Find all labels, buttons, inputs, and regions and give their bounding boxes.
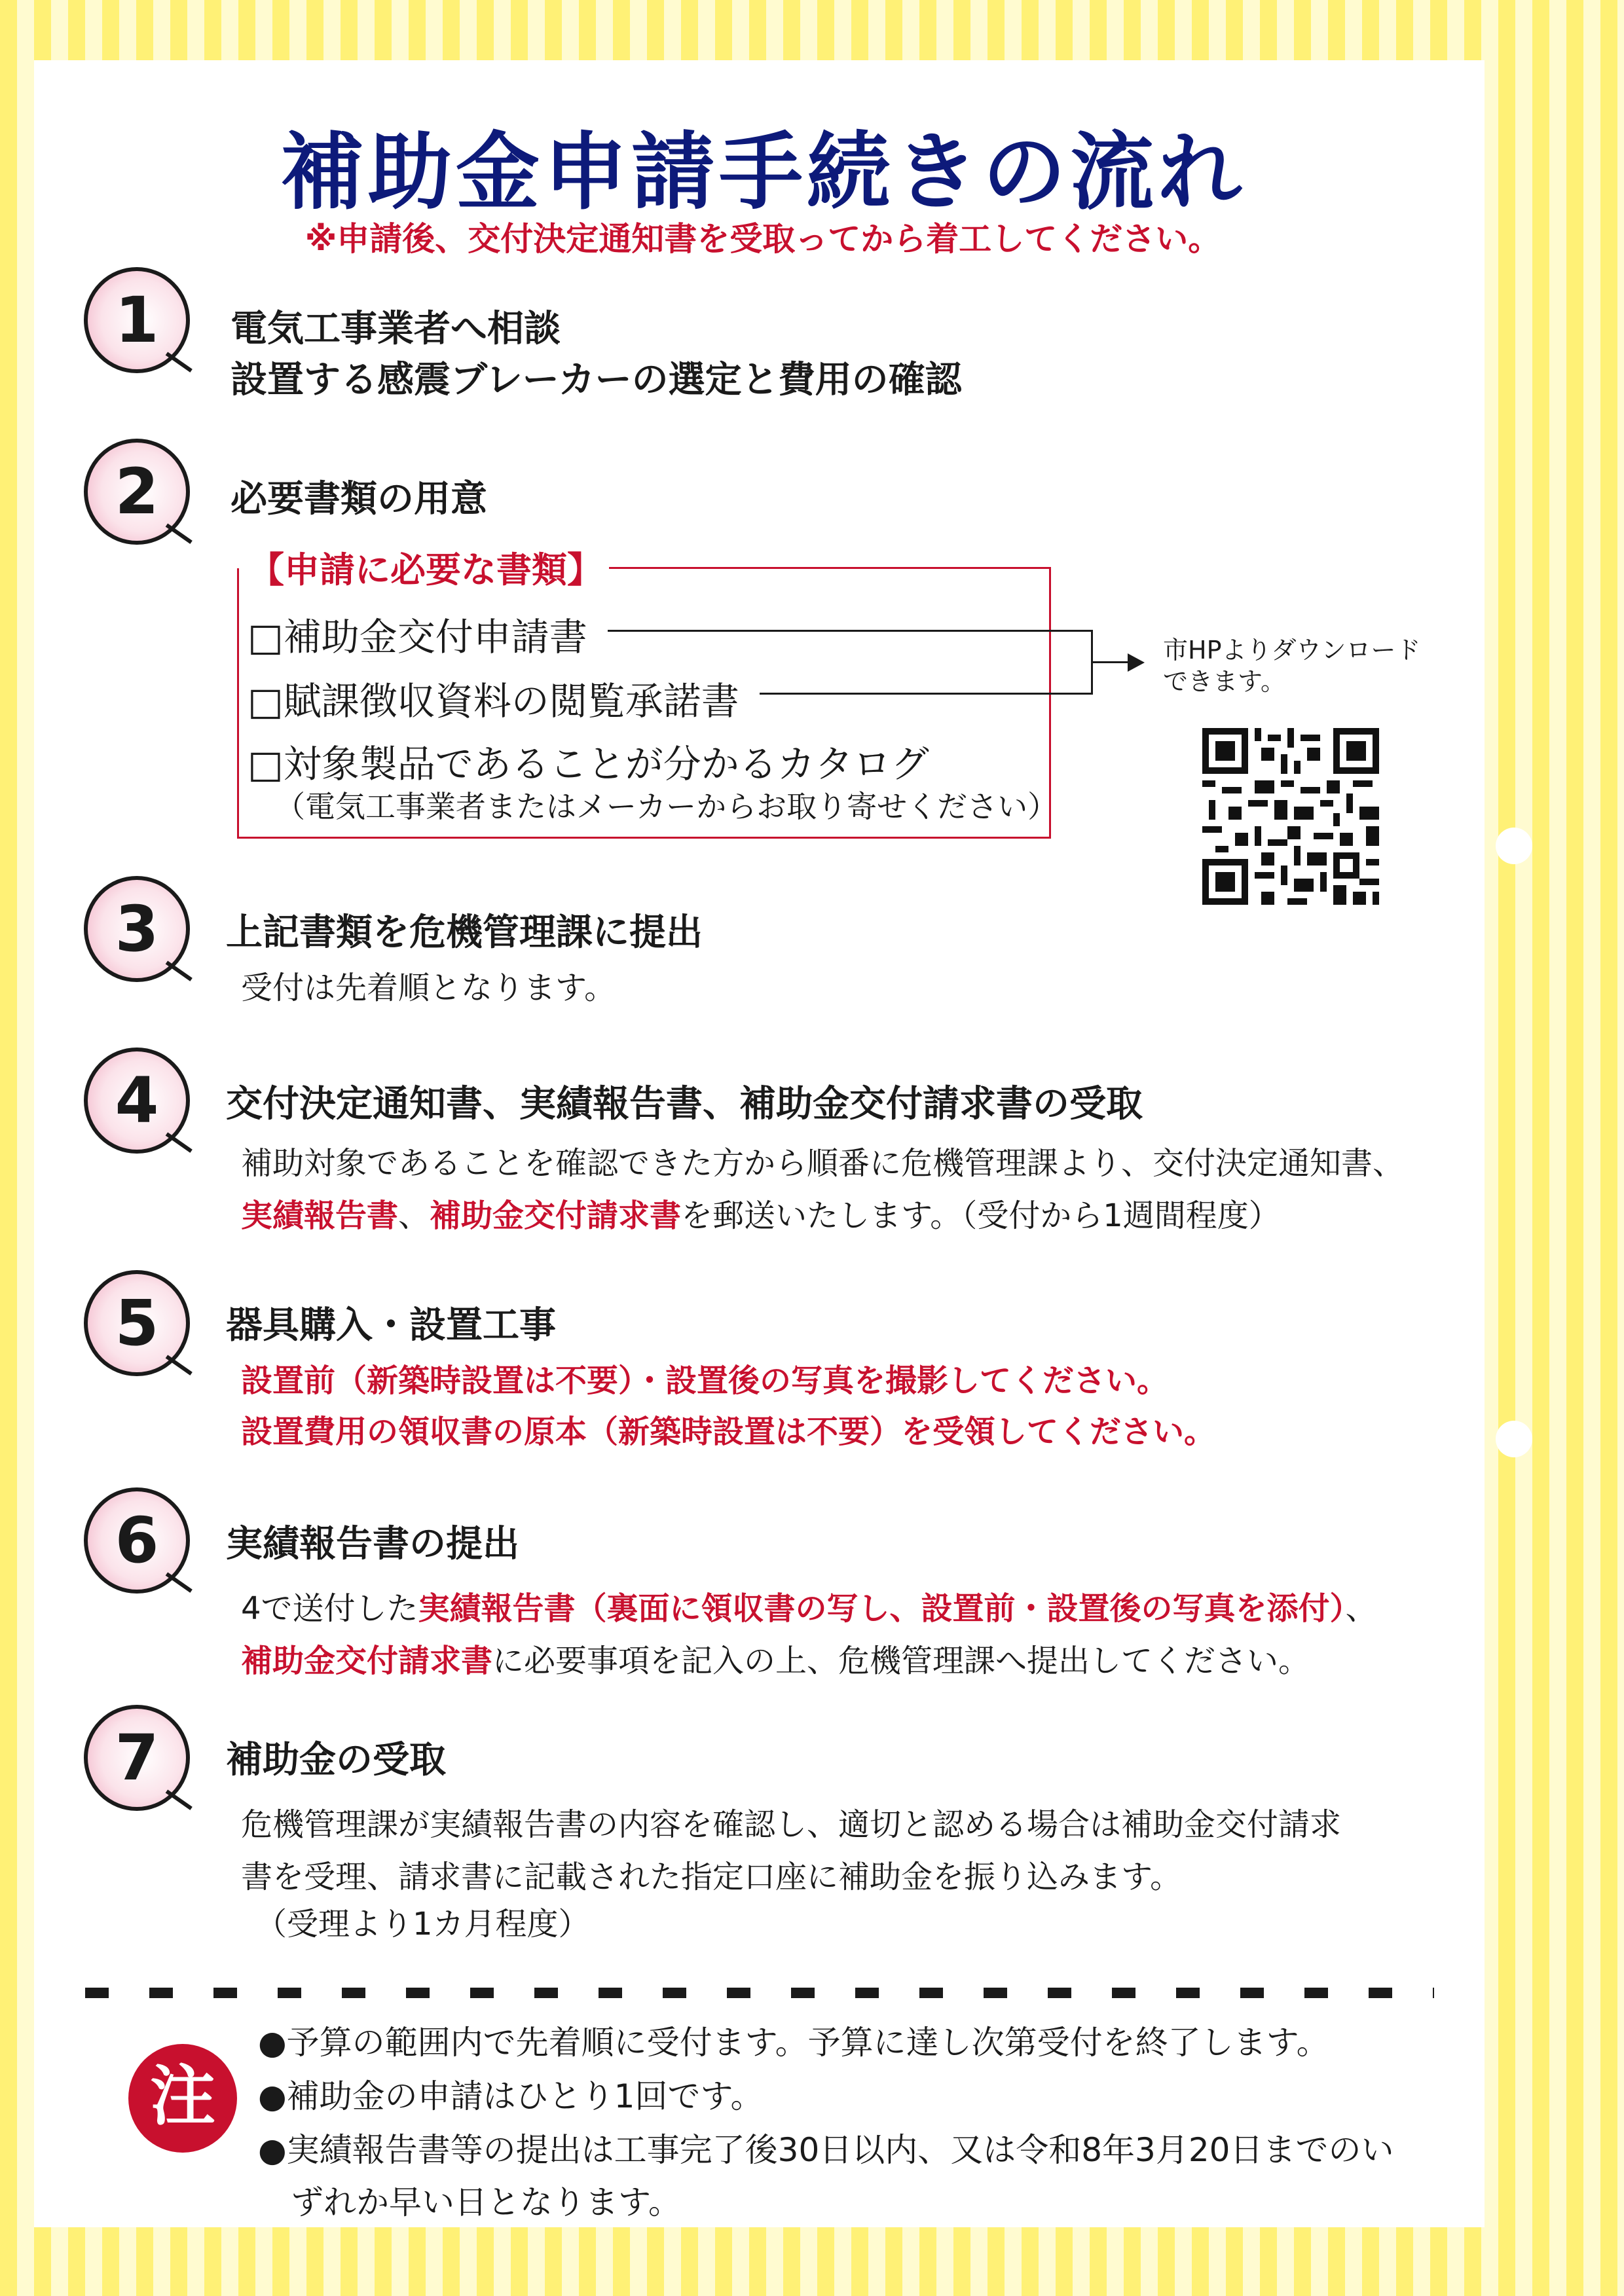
step-number: 4 <box>115 1064 159 1137</box>
step-4-line-1: 補助対象であることを確認できた方から順番に危機管理課より、交付決定通知書、 <box>241 1145 1405 1182</box>
step-1-heading: 電気工事業者へ相談 <box>231 308 561 350</box>
connector-line <box>760 693 1092 695</box>
catalog-note: （電気工事業者またはメーカーからお取り寄せください） <box>275 789 1058 824</box>
plain-text: に必要事項を記入の上、危機管理課へ提出してください。 <box>492 1643 1310 1679</box>
plain-text: 、 <box>1345 1590 1377 1627</box>
document-item: □補助金交付申請書 <box>248 615 587 659</box>
step-3-badge <box>84 876 190 982</box>
download-note: できます。 <box>1163 667 1285 696</box>
step-number: 2 <box>115 455 159 528</box>
binder-hole <box>1496 828 1532 864</box>
highlight-text: 補助金交付請求書 <box>241 1643 493 1679</box>
page-subtitle: ※申請後、交付決定通知書を受取ってから着工してください。 <box>304 220 1221 258</box>
step-3-text: 受付は先着順となります。 <box>241 970 616 1006</box>
note-item: ●予算の範囲内で先着順に受付ます。予算に達し次第受付を終了します。 <box>258 2024 1329 2062</box>
qr-code-icon[interactable] <box>1202 728 1379 905</box>
step-4-line-2 <box>241 1190 1280 1235</box>
highlight-text: 実績報告書 <box>241 1197 399 1234</box>
step-6-line-2 <box>241 1635 1310 1681</box>
step-7-line-1: 危機管理課が実績報告書の内容を確認し、適切と認める場合は補助金交付請求 <box>241 1806 1342 1843</box>
documents-title: 【申請に必要な書類】 <box>249 549 602 591</box>
plain-text: 4で送付した <box>241 1590 418 1627</box>
step-3-heading: 上記書類を危機管理課に提出 <box>226 911 703 954</box>
note-item: ●実績報告書等の提出は工事完了後30日以内、又は令和8年3月20日までのい <box>258 2131 1394 2169</box>
documents-box-border <box>609 567 1051 569</box>
note-item: ●補助金の申請はひとり1回です。 <box>258 2077 764 2115</box>
step-6-line-1 <box>241 1583 1377 1628</box>
step-1-heading-2: 設置する感震ブレーカーの選定と費用の確認 <box>231 359 962 401</box>
step-number: 1 <box>115 283 159 357</box>
step-5-red-line-2: 設置費用の領収書の原本（新築時設置は不要）を受領してください。 <box>241 1413 1216 1450</box>
step-7-heading: 補助金の受取 <box>226 1739 446 1781</box>
step-7-line-2: 書を受理、請求書に記載された指定口座に補助金を振り込みます。 <box>241 1859 1182 1895</box>
step-2-heading: 必要書類の用意 <box>231 478 487 520</box>
note-item: ずれか早い日となります。 <box>258 2183 681 2221</box>
connector-line <box>608 630 1092 632</box>
step-number: 5 <box>115 1286 159 1360</box>
step-7-badge <box>84 1705 190 1811</box>
document-item: □対象製品であることが分かるカタログ <box>248 742 929 786</box>
binder-hole <box>1496 1421 1532 1457</box>
note-badge: 注 <box>128 2044 237 2153</box>
step-4-heading: 交付決定通知書、実績報告書、補助金交付請求書の受取 <box>226 1083 1143 1125</box>
step-5-red-line-1: 設置前（新築時設置は不要）・設置後の写真を撮影してください。 <box>241 1362 1169 1399</box>
step-7-line-3: （受理より1カ月程度） <box>255 1906 590 1942</box>
documents-box-border <box>237 568 239 838</box>
step-number: 6 <box>115 1504 159 1577</box>
step-1-badge <box>84 267 190 373</box>
step-number: 3 <box>115 892 159 966</box>
step-number: 7 <box>115 1721 159 1795</box>
separator-text: 、 <box>398 1197 430 1234</box>
dashed-divider <box>85 1988 1434 1998</box>
step-2-badge <box>84 439 190 545</box>
arrow-icon <box>1128 653 1145 672</box>
step-4-badge <box>84 1048 190 1154</box>
highlight-text: 実績報告書（裏面に領収書の写し、設置前・設置後の写真を添付） <box>418 1590 1346 1627</box>
connector-arrow-line <box>1091 661 1130 663</box>
step-6-badge <box>84 1487 190 1594</box>
step-5-badge <box>84 1270 190 1376</box>
step-5-heading: 器具購入・設置工事 <box>226 1304 556 1347</box>
highlight-text: 補助金交付請求書 <box>430 1197 682 1234</box>
download-note: 市HPよりダウンロード <box>1163 636 1421 665</box>
plain-text: を郵送いたします。（受付から1週間程度） <box>681 1197 1280 1234</box>
step-6-heading: 実績報告書の提出 <box>226 1523 519 1565</box>
document-item: □賦課徴収資料の閲覧承諾書 <box>248 679 739 723</box>
page-title: 補助金申請手続きの流れ <box>280 124 1246 221</box>
